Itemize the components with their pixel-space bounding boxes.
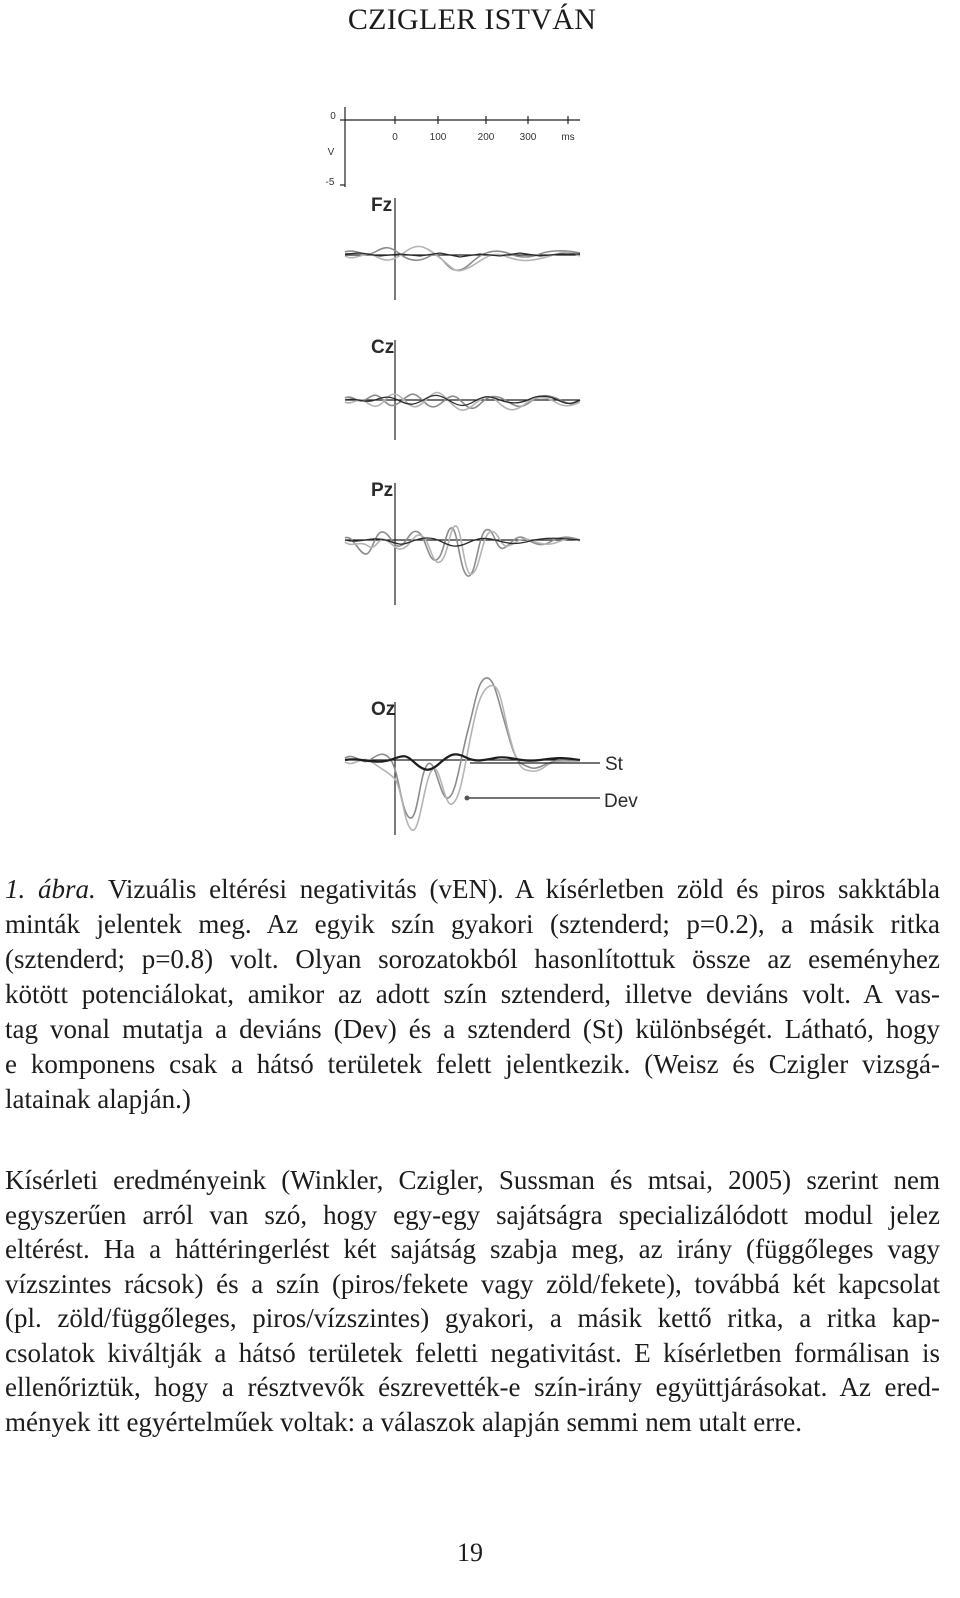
figure-caption — [5, 872, 940, 1117]
body-paragraph — [5, 1163, 940, 1439]
caption-line — [5, 872, 940, 907]
panel-oz — [345, 678, 638, 835]
running-title: CZIGLER ISTVÁN — [347, 3, 597, 36]
panel-cz — [345, 337, 580, 440]
channel-label-cz: Cz — [371, 337, 395, 358]
scale-voltage-zero-label: 0 — [330, 111, 336, 122]
panel-pz — [345, 480, 580, 605]
caption-line: (sztenderd; p=0.8) volt. Olyan sorozatokból hasonlítottuk össze az eseményhez — [5, 944, 940, 974]
paragraph-line: mények itt egyértelműek voltak: a válaszok alapján semmi nem utalt erre. — [5, 1406, 802, 1437]
channel-label-fz: Fz — [371, 195, 393, 216]
scale-voltage-unit-label: V — [327, 147, 335, 158]
legend-dev-marker — [465, 796, 470, 801]
legend-dev-label: Dev — [604, 791, 638, 812]
paragraph-line: eltérést. Ha a háttéringerlést két sajátság szabja meg, az irány (függőleges vagy — [5, 1234, 940, 1264]
caption-line-text: Vizuális eltérési negativitás (vEN). A kísérletben zöld és piros sakktábla — [108, 874, 940, 904]
paragraph-line: csolatok kiváltják a hátsó területek feletti negativitást. E kísérletben formálisan is — [5, 1337, 940, 1368]
caption-line: kötött potenciálokat, amikor az adott szín sztenderd, illetve deviáns volt. A vas- — [5, 979, 940, 1009]
page-number: 19 — [457, 1538, 483, 1567]
scale-voltage-minus5-label: -5 — [325, 177, 335, 188]
scale-time-unit-label: ms — [561, 132, 575, 143]
caption-line: minták jelentek meg. Az egyik szín gyakori (sztenderd; p=0.2), a másik ritka — [5, 909, 940, 939]
channel-label-pz: Pz — [371, 480, 394, 501]
caption-line: e komponens csak a hátsó területek felett jelentkezik. (Weisz és Czigler vizsgá- — [5, 1049, 940, 1079]
legend-st-label: St — [605, 754, 623, 775]
paragraph-line: Kísérleti eredményeink (Winkler, Czigler, Sussman és mtsai, 2005) szerint nem — [5, 1165, 940, 1195]
caption-figure-label: 1. ábra. — [5, 874, 96, 904]
caption-line: latainak alapján.) — [5, 1084, 191, 1114]
paragraph-line: (pl. zöld/függőleges, piros/vízszintes) gyakori, a másik kettő ritka, a ritka kap- — [5, 1303, 940, 1333]
scale-bar — [326, 107, 580, 188]
paragraph-line: ellenőriztük, hogy a résztvevők észrevették-e szín-irány együttjárásokat. Az ered- — [5, 1372, 940, 1402]
channel-label-oz: Oz — [371, 699, 396, 720]
scale-time-tick-label: 100 — [429, 132, 447, 143]
paragraph-line: vízszintes rácsok) és a szín (piros/fekete vagy zöld/fekete), továbbá két kapcsolat — [5, 1268, 940, 1299]
scale-time-tick-label: 200 — [477, 132, 495, 143]
paragraph-line: egyszerűen arról van szó, hogy egy-egy sajátságra specializálódott modul jelez — [5, 1199, 940, 1230]
caption-line: tag vonal mutatja a deviáns (Dev) és a sztenderd (St) különbségét. Látható, hogy — [5, 1014, 940, 1044]
scale-time-tick-label: 300 — [519, 132, 537, 143]
scale-time-tick-label: 0 — [392, 132, 398, 143]
panel-fz — [345, 195, 580, 300]
